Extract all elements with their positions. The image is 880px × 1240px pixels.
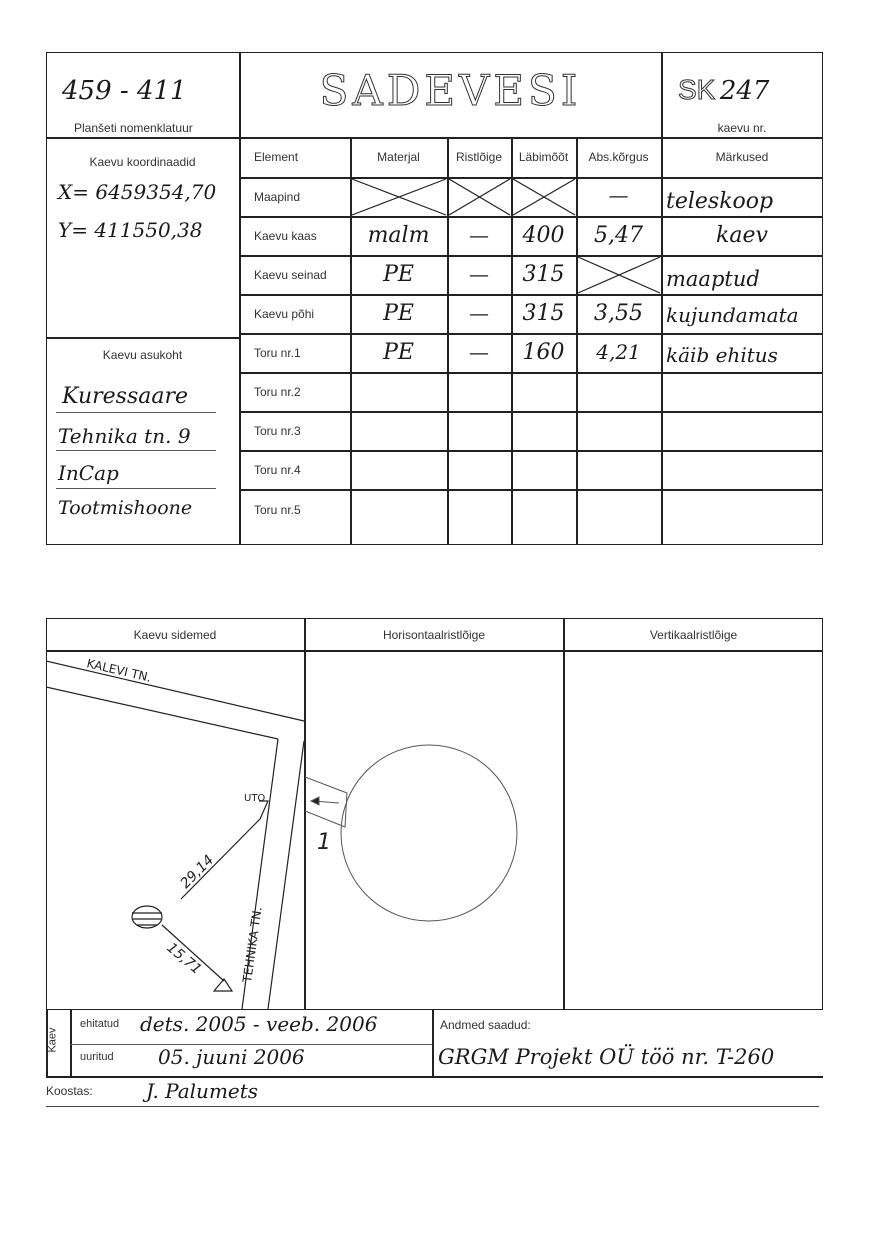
location-line-1: Kuressaare [62, 384, 189, 409]
compiled-value: J. Palumets [146, 1079, 259, 1103]
well-number-prefix: SK [678, 74, 716, 105]
footer-bottom-line [46, 1076, 823, 1078]
built-label: ehitatud [80, 1018, 120, 1030]
row-notes: maaptud [666, 267, 760, 291]
row-notes: kaev [716, 223, 768, 248]
well-number-label: kaevu nr. [717, 121, 767, 135]
row-notes: käib ehitus [666, 343, 778, 367]
built-value: dets. 2005 - veeb. 2006 [140, 1012, 378, 1036]
row-cross: — [469, 223, 489, 247]
street-tehnika: TEHNIKA TN. [240, 905, 265, 984]
horizontal-section-sketch [305, 651, 563, 1009]
compiled-label: Koostas: [46, 1084, 93, 1098]
well-circle [341, 745, 517, 921]
surveyed-value: 05. juuni 2006 [158, 1045, 305, 1069]
location-underline-3 [56, 488, 216, 489]
header-material: Materjal [377, 150, 420, 164]
row-element: Maapind [254, 190, 301, 204]
surveyed-label: uuritud [80, 1051, 114, 1063]
row-element: Kaevu seinad [254, 268, 327, 282]
well-ties-sketch [46, 651, 305, 1009]
well-number [678, 74, 769, 106]
coordinate-y: Y= 411550,38 [58, 218, 203, 242]
row-material: malm [367, 223, 430, 248]
footer-side-label: Kaev [46, 1027, 59, 1053]
element-table [240, 137, 823, 545]
row-cross: — [469, 301, 489, 325]
row-height: 5,47 [594, 223, 643, 248]
row-material: PE [383, 262, 414, 287]
horizontal-section-label: Horisontaalristlõige [382, 628, 486, 642]
footer-mid-divider [432, 1010, 434, 1076]
drawing-divider-2 [563, 618, 565, 1010]
location-top-line [46, 337, 239, 339]
row-diameter: 400 [522, 223, 565, 248]
footer-side-divider [70, 1010, 72, 1076]
header-cross-section: Ristlõige [455, 150, 503, 164]
row-material: PE [383, 301, 414, 326]
location-line-4: Tootmishoone [58, 497, 193, 519]
corner-mark: UTO [244, 793, 266, 804]
compiled-underline [46, 1106, 819, 1107]
row-element: Toru nr.1 [254, 346, 301, 360]
row-height: 3,55 [594, 301, 643, 326]
nomenclature-value: 459 - 411 [62, 76, 187, 106]
distance-1: 29,14 [177, 852, 218, 892]
vertical-section-label: Vertikaalristlõige [649, 628, 738, 642]
row-cross: — [469, 340, 489, 364]
row-cross: — [469, 262, 489, 286]
data-source-label: Andmed saadud: [440, 1018, 531, 1032]
header-abs-height: Abs.kõrgus [588, 150, 649, 164]
page-title: SADEVESI [319, 66, 582, 115]
row-element: Toru nr.4 [254, 463, 301, 477]
row-diameter: 160 [522, 340, 565, 365]
location-line-3: InCap [58, 461, 119, 485]
header-element: Element [254, 150, 299, 164]
location-underline-1 [56, 412, 216, 413]
row-element: Toru nr.3 [254, 424, 301, 438]
row-notes: teleskoop [666, 189, 774, 214]
location-underline-2 [56, 450, 216, 451]
nomenclature-label: Planšeti nomenklatuur [74, 121, 193, 135]
coordinate-x: X= 6459354,70 [58, 180, 217, 204]
header-notes: Märkused [715, 150, 769, 164]
row-height: 4,21 [596, 340, 641, 364]
pipe-number: 1 [317, 830, 331, 855]
row-notes: kujundamata [666, 303, 799, 327]
coordinates-label: Kaevu koordinaadid [89, 155, 196, 169]
row-material: PE [383, 340, 414, 365]
ties-label: Kaevu sidemed [133, 628, 217, 642]
street-kalevi: KALEVI TN. [85, 656, 153, 685]
row-height: — [608, 183, 629, 207]
data-source-value: GRGM Projekt OÜ töö nr. T-260 [438, 1045, 775, 1069]
header-diameter: Läbimõõt [518, 150, 569, 164]
row-element: Toru nr.2 [254, 385, 301, 399]
row-diameter: 315 [522, 301, 565, 326]
location-line-2: Tehnika tn. 9 [58, 424, 191, 448]
row-element: Kaevu kaas [254, 229, 317, 243]
row-diameter: 315 [522, 262, 565, 287]
location-label: Kaevu asukoht [102, 348, 183, 362]
distance-2: 15,71 [163, 939, 205, 978]
well-number-value: 247 [719, 76, 770, 106]
row-element: Kaevu põhi [254, 307, 315, 321]
row-element: Toru nr.5 [254, 503, 301, 517]
